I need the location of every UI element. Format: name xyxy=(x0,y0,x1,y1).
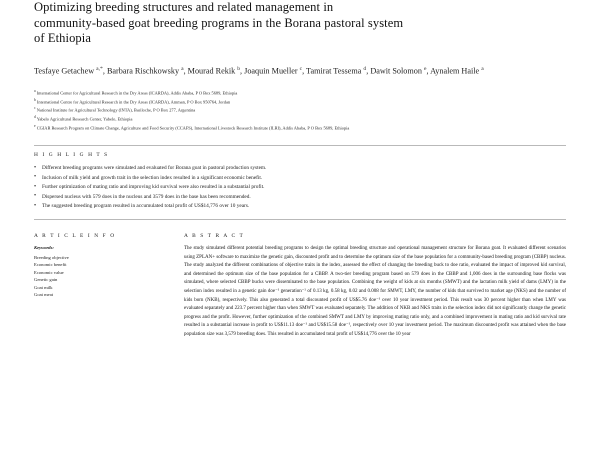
article-lower-section xyxy=(34,227,566,340)
list-item: • Different breeding programs were simulated and evaluated for Borana goat in pastoral production system. xyxy=(34,164,566,174)
author-affil-marker: b xyxy=(237,65,241,72)
list-item: Economic benefit xyxy=(34,262,67,268)
affiliation-text: International Center for Agricultural Research in the Dry Areas (ICARDA), Addis Ababa, P O Box 5689, Ethiopia xyxy=(36,90,238,96)
title-line-3: of Ethiopia xyxy=(34,31,91,45)
divider-above-highlights xyxy=(34,145,566,146)
list-item: Genetic gain xyxy=(34,277,58,283)
affiliation-marker: c xyxy=(34,106,36,111)
author-name: , Tamirat Tessema xyxy=(302,66,364,76)
keywords-heading: Keywords: xyxy=(34,245,54,251)
abstract-heading: A B S T R A C T xyxy=(184,233,245,240)
affiliation-item xyxy=(34,105,566,114)
abstract-text: The study simulated different potential breeding programs to design the optimal breeding structure and operational management structure for Borana goat. It evaluated different scenarios using ZPLAN+ software to maximize the genetic gain, discounted profit and to determine the optimum size of the base population for a community-based breeding program (CBBP) nucleus. The study analyzed the different combinations of objective traits in the index, assessed the effect of changing the breeding buck to doe ratio, evaluated the impact of improved kid survival, and determined the optimum size of the base population for a CBBP. A two-tier breeding program based on 579 does in the CBBP and 1,006 does in the surrounding base flocks was simulated, where selected CBBP bucks were disseminated to the base population. Combining the weight of kids at six months (SMWT) and the lactation milk yield of dams (LMY) in the selection index resulted in a genetic gain doe⁻¹ generation⁻¹ of 0.13 kg, 0.58 kg, 0.02 and 0.008 for SMWT, LMY, the number of kids that survived to market age (NKS) and the number of kids born (NKB), respectively. This also generated a total discounted profit of US$5.76 doe⁻¹ over 10 year investment period. This result was 30 percent higher than when LMY was evaluated separately and 223.7 percent higher than when SMWT was evaluated separately. The addition of NKB and NKS traits in the selection index did not significantly change the genetic progress and the profit. However, further optimization of the combined SMWT and LMY by improving mating ratio only, and a combined improvement in mating ratio and kid survival rate resulted in a substantial increase in profit to US$11.13 doe⁻¹ and US$15.58 doe⁻¹, respectively over 10 year investment period. The maximum discounted profit was attained when the base population size was 3,579 breeding does. This resulted in accumulated total profit of US$14,776 over the 10 year xyxy=(184,246,566,338)
article-info-column xyxy=(34,227,184,340)
page-title xyxy=(34,0,566,47)
affiliation-text: CGIAR Research Program on Climate Change, Agriculture and Food Security (CCAFS), International Livestock Research Institute (ILRI), Addis Ababa, P O Box 5689, Ethiopia xyxy=(36,125,350,131)
affiliation-marker: a xyxy=(34,88,36,93)
keywords-list xyxy=(34,254,172,298)
affiliation-marker: e xyxy=(34,124,36,129)
author-name: , Aynalem Haile xyxy=(426,66,482,76)
title-line-2: community-based goat breeding programs in the Borana pastoral system xyxy=(34,15,404,30)
affiliation-list xyxy=(34,88,566,132)
list-item: • Further optimization of mating ratio and improving kid survival were also resulted in a substantial profit. xyxy=(34,183,566,193)
list-item: • Dispersed nucleus with 579 does in the nucleus and 3579 does in the base has been recommended. xyxy=(34,193,566,203)
affiliation-text: Yabelo Agricultural Research Center, Yabelo, Ethiopia xyxy=(36,116,133,122)
list-item: Economic value xyxy=(34,269,64,275)
author-list xyxy=(34,63,566,78)
affiliation-item xyxy=(34,114,566,123)
author-affil-marker: d xyxy=(363,65,367,72)
affiliation-item xyxy=(34,88,566,97)
author-name: , Joaquin Mueller xyxy=(240,66,300,76)
affiliation-text: International Centre for Agricultural Research in the Dry Areas (ICARDA), Amman, P O Box 950764, Jordan xyxy=(36,99,231,105)
affiliation-item xyxy=(34,123,566,132)
list-item: Goat milk xyxy=(34,284,53,290)
affiliation-marker: d xyxy=(34,115,36,120)
author-affil-marker: c xyxy=(299,65,303,72)
highlights-list xyxy=(34,164,566,212)
article-info-heading: A R T I C L E I N F O xyxy=(34,233,116,240)
highlights-heading: H I G H L I G H T S xyxy=(34,152,109,159)
divider-below-highlights xyxy=(34,219,566,220)
affiliation-text: National Institute for Agricultural Technology (INTA), Bariloche, P O Box 277, Argentina xyxy=(36,107,196,113)
author-affil-marker: a,* xyxy=(96,65,103,72)
author-name: , Dawit Solomon xyxy=(366,66,424,76)
list-item: Goat meat xyxy=(34,292,54,298)
list-item: • The suggested breeding program resulted in accumulated total profit of US$14,776 over 10 years. xyxy=(34,202,566,212)
affiliation-item xyxy=(34,97,566,106)
list-item: • Inclusion of milk yield and growth trait in the selection index resulted in a significant economic benefit. xyxy=(34,174,566,184)
author-affil-marker: a xyxy=(181,65,184,72)
author-name: , Barbara Rischkowsky xyxy=(102,66,182,76)
affiliation-marker: b xyxy=(34,97,36,102)
author-affil-marker: e xyxy=(424,65,427,72)
abstract-column xyxy=(184,227,566,340)
list-item: Breeding objective xyxy=(34,255,69,261)
author-name: , Mourad Rekik xyxy=(183,66,238,76)
title-line-1: Optimizing breeding structures and related management in xyxy=(34,0,334,14)
author-name: Tesfaye Getachew xyxy=(34,66,97,76)
author-affil-marker: a xyxy=(481,65,484,72)
